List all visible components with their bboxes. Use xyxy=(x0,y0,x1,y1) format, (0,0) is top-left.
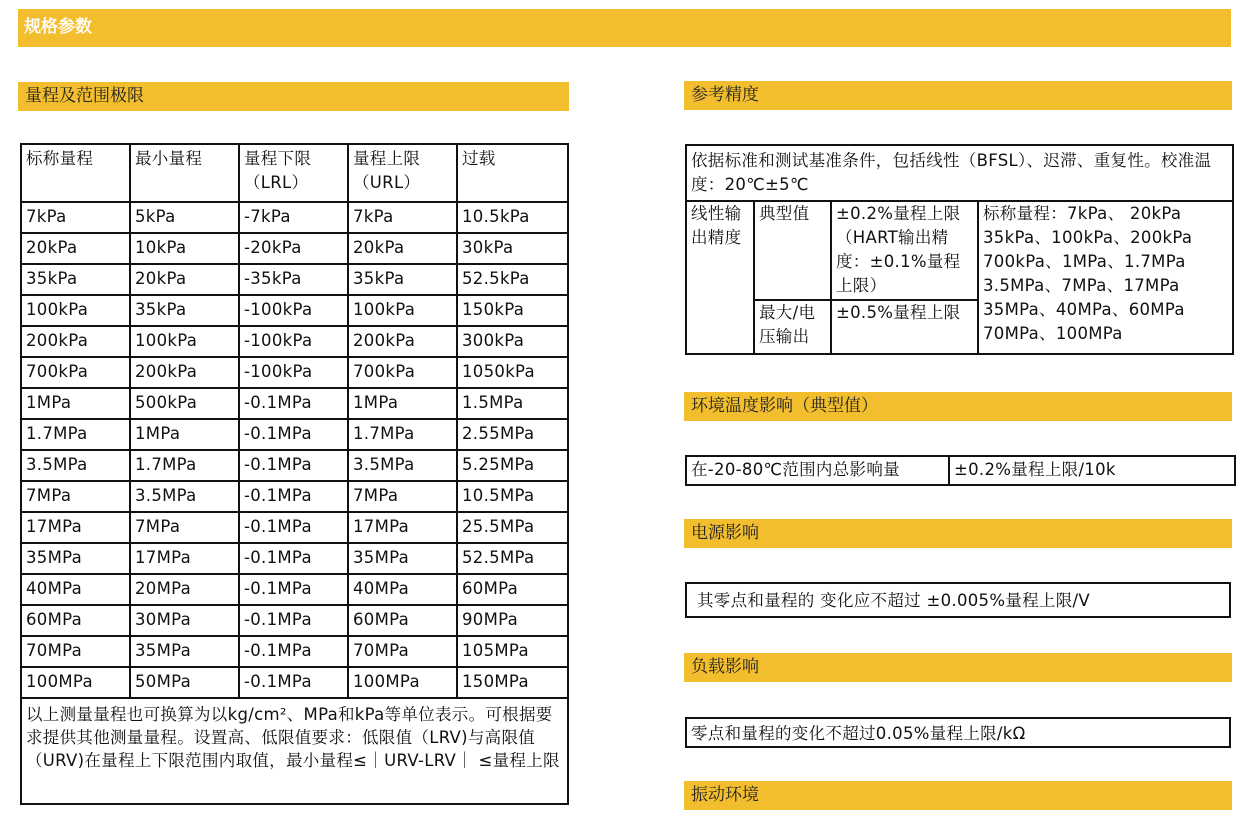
cell-lrl: -0.1MPa xyxy=(239,574,348,605)
cell-min: 500kPa xyxy=(130,388,239,419)
table-row xyxy=(21,667,568,698)
cell-url: 20kPa xyxy=(348,233,457,264)
cell-overload: 10.5kPa xyxy=(457,202,568,233)
cell-min: 3.5MPa xyxy=(130,481,239,512)
cell-min: 30MPa xyxy=(130,605,239,636)
accuracy-section-title: 参考精度 xyxy=(691,85,759,105)
cell-overload: 1050kPa xyxy=(457,357,568,388)
load-text: 零点和量程的变化不超过0.05%量程上限/kΩ xyxy=(691,724,1026,743)
table-row xyxy=(21,481,568,512)
cell-url: 7kPa xyxy=(348,202,457,233)
cell-url: 100kPa xyxy=(348,295,457,326)
header-nominal-range: 标称量程 xyxy=(21,144,130,202)
table-row xyxy=(21,419,568,450)
vibration-section-header xyxy=(684,781,1232,810)
header-lrl-sub: （LRL） xyxy=(244,173,309,192)
range-header-row xyxy=(21,144,568,202)
max-voltage-value: ±0.5%量程上限 xyxy=(831,300,978,354)
cell-min: 17MPa xyxy=(130,543,239,574)
table-row xyxy=(21,326,568,357)
temperature-row xyxy=(686,456,1235,485)
temperature-label: 在-20-80℃范围内总影响量 xyxy=(686,456,949,485)
cell-min: 200kPa xyxy=(130,357,239,388)
load-section-header xyxy=(684,653,1232,682)
table-row xyxy=(21,233,568,264)
cell-url: 7MPa xyxy=(348,481,457,512)
table-row xyxy=(21,636,568,667)
table-row xyxy=(21,264,568,295)
cell-url: 1MPa xyxy=(348,388,457,419)
cell-lrl: -0.1MPa xyxy=(239,512,348,543)
header-lrl-label: 量程下限 xyxy=(244,149,312,168)
cell-min: 35MPa xyxy=(130,636,239,667)
temperature-section-header xyxy=(684,392,1232,421)
cell-nominal: 35kPa xyxy=(21,264,130,295)
cell-overload: 90MPa xyxy=(457,605,568,636)
load-section-title: 负载影响 xyxy=(691,657,759,677)
cell-min: 20kPa xyxy=(130,264,239,295)
cell-nominal: 100MPa xyxy=(21,667,130,698)
cell-url: 35kPa xyxy=(348,264,457,295)
linear-output-label: 线性输出精度 xyxy=(686,201,754,354)
cell-url: 100MPa xyxy=(348,667,457,698)
cell-overload: 52.5MPa xyxy=(457,543,568,574)
cell-overload: 5.25MPa xyxy=(457,450,568,481)
power-text: 其零点和量程的 变化应不超过 ±0.005%量程上限/V xyxy=(697,591,1090,610)
cell-lrl: -20kPa xyxy=(239,233,348,264)
cell-nominal: 17MPa xyxy=(21,512,130,543)
cell-overload: 52.5kPa xyxy=(457,264,568,295)
header-min-span: 最小量程 xyxy=(130,144,239,202)
cell-url: 1.7MPa xyxy=(348,419,457,450)
cell-overload: 150MPa xyxy=(457,667,568,698)
cell-min: 20MPa xyxy=(130,574,239,605)
cell-min: 100kPa xyxy=(130,326,239,357)
range-section-header xyxy=(18,82,569,111)
vibration-section-title: 振动环境 xyxy=(691,785,759,805)
cell-url: 70MPa xyxy=(348,636,457,667)
cell-lrl: -0.1MPa xyxy=(239,481,348,512)
temperature-section-title: 环境温度影响（典型值） xyxy=(691,396,878,416)
page-header-bar xyxy=(18,9,1231,47)
cell-lrl: -100kPa xyxy=(239,326,348,357)
cell-nominal: 7MPa xyxy=(21,481,130,512)
cell-min: 50MPa xyxy=(130,667,239,698)
cell-url: 60MPa xyxy=(348,605,457,636)
cell-nominal: 70MPa xyxy=(21,636,130,667)
cell-lrl: -0.1MPa xyxy=(239,667,348,698)
cell-lrl: -0.1MPa xyxy=(239,543,348,574)
header-url xyxy=(348,144,457,202)
cell-url: 700kPa xyxy=(348,357,457,388)
header-overload: 过载 xyxy=(457,144,568,202)
range-note-row xyxy=(21,698,568,804)
cell-overload: 300kPa xyxy=(457,326,568,357)
cell-min: 5kPa xyxy=(130,202,239,233)
header-lrl xyxy=(239,144,348,202)
cell-nominal: 7kPa xyxy=(21,202,130,233)
header-url-label: 量程上限 xyxy=(353,149,421,168)
cell-overload: 25.5MPa xyxy=(457,512,568,543)
cell-url: 17MPa xyxy=(348,512,457,543)
typical-label: 典型值 xyxy=(754,201,831,300)
cell-url: 3.5MPa xyxy=(348,450,457,481)
cell-min: 7MPa xyxy=(130,512,239,543)
power-box xyxy=(685,582,1231,618)
cell-lrl: -100kPa xyxy=(239,295,348,326)
cell-nominal: 35MPa xyxy=(21,543,130,574)
range-note: 以上测量量程也可换算为以kg/cm²、MPa和kPa等单位表示。可根据要求提供其他测量量程。设置高、低限值要求：低限值（LRV)与高限值（URV)在量程上下限范围内取值，最小量程≤｜URV-LRV｜ ≤量程上限 xyxy=(21,698,568,804)
cell-nominal: 3.5MPa xyxy=(21,450,130,481)
accuracy-table xyxy=(685,144,1234,355)
table-row xyxy=(21,543,568,574)
table-row xyxy=(21,574,568,605)
cell-lrl: -35kPa xyxy=(239,264,348,295)
cell-nominal: 40MPa xyxy=(21,574,130,605)
cell-lrl: -0.1MPa xyxy=(239,636,348,667)
accuracy-intro: 依据标准和测试基准条件，包括线性（BFSL）、迟滞、重复性。校准温度：20℃±5℃ xyxy=(686,145,1233,201)
cell-lrl: -7kPa xyxy=(239,202,348,233)
accuracy-intro-row xyxy=(686,145,1233,201)
cell-min: 10kPa xyxy=(130,233,239,264)
cell-overload: 150kPa xyxy=(457,295,568,326)
range-section-title: 量程及范围极限 xyxy=(25,86,144,106)
nominal-range-list: 标称量程：7kPa、 20kPa 35kPa、100kPa、200kPa 700kPa、1MPa、1.7MPa 3.5MPa、7MPa、17MPa 35MPa、40MPa、60MPa 70MPa、100MPa xyxy=(978,201,1233,354)
power-section-title: 电源影响 xyxy=(691,523,759,543)
cell-overload: 60MPa xyxy=(457,574,568,605)
header-url-sub: （URL） xyxy=(353,173,421,192)
page-title: 规格参数 xyxy=(24,17,92,37)
cell-nominal: 20kPa xyxy=(21,233,130,264)
cell-url: 200kPa xyxy=(348,326,457,357)
cell-overload: 30kPa xyxy=(457,233,568,264)
cell-overload: 10.5MPa xyxy=(457,481,568,512)
typical-value: ±0.2%量程上限（HART输出精度：±0.1%量程上限） xyxy=(831,201,978,300)
accuracy-typical-row xyxy=(686,201,1233,300)
cell-lrl: -0.1MPa xyxy=(239,419,348,450)
cell-overload: 2.55MPa xyxy=(457,419,568,450)
range-table xyxy=(20,143,569,805)
cell-min: 35kPa xyxy=(130,295,239,326)
cell-lrl: -0.1MPa xyxy=(239,388,348,419)
cell-lrl: -0.1MPa xyxy=(239,605,348,636)
cell-nominal: 1MPa xyxy=(21,388,130,419)
cell-nominal: 100kPa xyxy=(21,295,130,326)
temperature-table xyxy=(685,455,1236,486)
cell-overload: 105MPa xyxy=(457,636,568,667)
table-row xyxy=(21,450,568,481)
cell-nominal: 200kPa xyxy=(21,326,130,357)
accuracy-section-header xyxy=(684,81,1232,110)
table-row xyxy=(21,202,568,233)
temperature-value: ±0.2%量程上限/10k xyxy=(949,456,1235,485)
table-row xyxy=(21,605,568,636)
cell-url: 40MPa xyxy=(348,574,457,605)
cell-nominal: 1.7MPa xyxy=(21,419,130,450)
power-section-header xyxy=(684,519,1232,548)
cell-min: 1.7MPa xyxy=(130,450,239,481)
cell-overload: 1.5MPa xyxy=(457,388,568,419)
cell-nominal: 60MPa xyxy=(21,605,130,636)
cell-nominal: 700kPa xyxy=(21,357,130,388)
load-box xyxy=(685,717,1231,748)
table-row xyxy=(21,388,568,419)
cell-lrl: -0.1MPa xyxy=(239,450,348,481)
cell-lrl: -100kPa xyxy=(239,357,348,388)
table-row xyxy=(21,295,568,326)
cell-url: 35MPa xyxy=(348,543,457,574)
table-row xyxy=(21,512,568,543)
max-voltage-label: 最大/电压输出 xyxy=(754,300,831,354)
table-row xyxy=(21,357,568,388)
cell-min: 1MPa xyxy=(130,419,239,450)
